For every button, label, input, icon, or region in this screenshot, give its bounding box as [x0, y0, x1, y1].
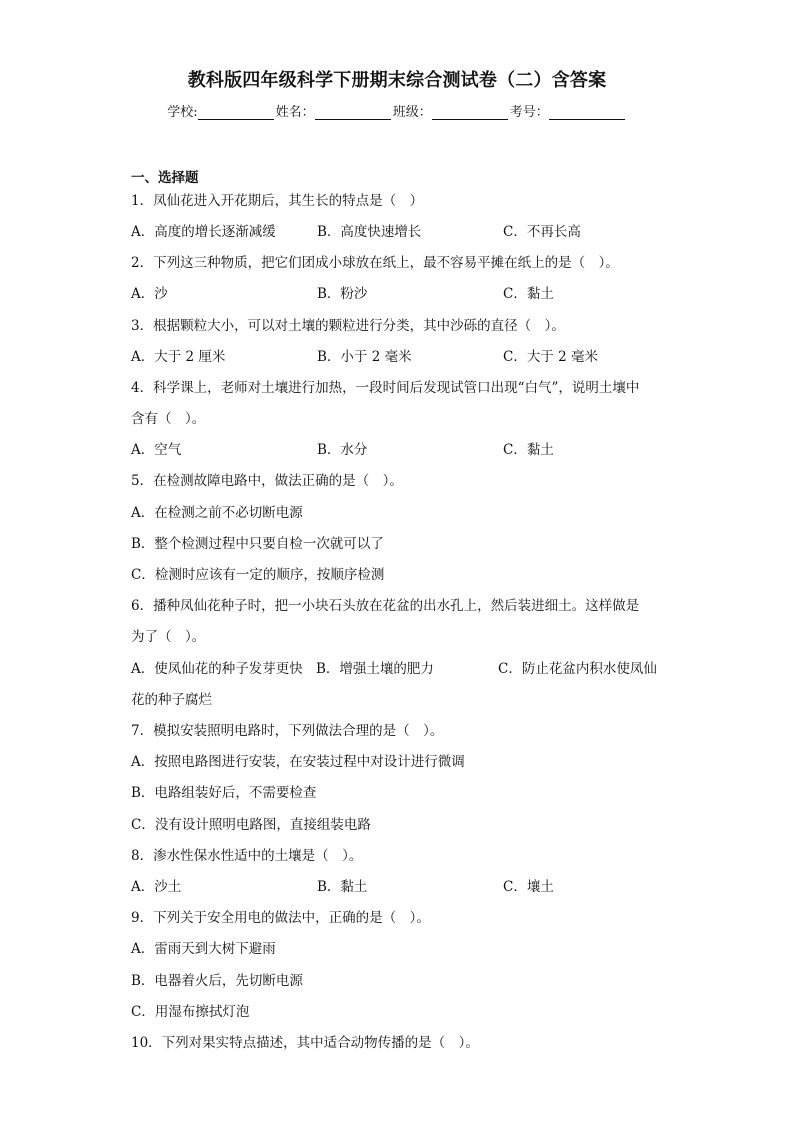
options-row — [131, 441, 691, 459]
option-c: C．黏土 — [503, 442, 554, 458]
student-info-row — [0, 101, 794, 120]
question-stem: 7．模拟安装照明电路时，下列做法合理的是（ ）。 — [131, 723, 444, 739]
option-c: C．检测时应该有一定的顺序，按顺序检测 — [131, 567, 385, 583]
option-b: B．粉沙 — [317, 286, 368, 302]
option-c: C．不再长高 — [503, 224, 581, 240]
question-stem: 8．渗水性保水性适中的土壤是（ ）。 — [131, 848, 363, 864]
option-c: C．大于 2 毫米 — [503, 349, 599, 365]
option-a: A．在检测之前不必切断电源 — [131, 505, 303, 521]
name-label: 姓名： — [275, 105, 315, 120]
options-row — [131, 878, 691, 896]
option-b: B．电路组装好后，不需要检查 — [131, 785, 317, 801]
option-a: A．沙 — [131, 286, 168, 302]
question-stem-continued: 为了（ ）。 — [131, 629, 206, 645]
options-row — [131, 223, 691, 241]
options-row — [131, 348, 691, 366]
option-b: B．电器着火后，先切断电源 — [131, 973, 303, 989]
option-a: A．使凤仙花的种子发芽更快 — [131, 661, 303, 677]
option-c: C．用湿布擦拭灯泡 — [131, 1004, 250, 1020]
question-stem: 4．科学课上，老师对土壤进行加热，一段时间后发现试管口出现“白气”，说明土壤中 — [131, 380, 640, 396]
school-blank[interactable] — [198, 105, 274, 120]
page-title: 教科版四年级科学下册期末综合测试卷（二）含答案 — [187, 70, 607, 91]
question-stem: 3．根据颗粒大小，可以对土壤的颗粒进行分类，其中沙砾的直径（ ）。 — [131, 318, 565, 334]
option-b: B．水分 — [317, 442, 368, 458]
option-c: C．防止花盆内积水使凤仙 — [498, 661, 657, 677]
question-stem: 9．下列关于安全用电的做法中，正确的是（ ）。 — [131, 910, 430, 926]
option-c: C．壤土 — [503, 879, 554, 895]
option-c: C．没有设计照明电路图，直接组装电路 — [131, 817, 371, 833]
option-a: A．空气 — [131, 442, 182, 458]
option-b: B．整个检测过程中只要自检一次就可以了 — [131, 536, 384, 552]
option-a: A．按照电路图进行安装，在安装过程中对设计进行微调 — [131, 754, 465, 770]
option-b: B．高度快速增长 — [317, 224, 422, 240]
option-a: A．高度的增长逐渐减缓 — [131, 224, 276, 240]
options-row — [131, 285, 691, 303]
question-stem: 10．下列对果实特点描述，其中适合动物传播的是（ ）。 — [131, 1035, 479, 1051]
option-b: B．黏土 — [317, 879, 368, 895]
question-stem: 6．播种凤仙花种子时，把一小块石头放在花盆的出水孔上，然后装进细土。这样做是 — [131, 598, 640, 614]
options-row — [131, 660, 671, 678]
option-c: C．黏土 — [503, 286, 554, 302]
option-a: A．雷雨天到大树下避雨 — [131, 941, 276, 957]
question-stem: 5．在检测故障电路中，做法正确的是（ ）。 — [131, 473, 403, 489]
number-blank[interactable] — [549, 105, 625, 120]
option-c-continued: 花的种子腐烂 — [131, 692, 212, 708]
number-label: 考号： — [509, 105, 549, 120]
name-blank[interactable] — [315, 105, 391, 120]
class-blank[interactable] — [432, 105, 508, 120]
class-label: 班级： — [392, 105, 432, 120]
option-a: A．沙土 — [131, 879, 182, 895]
school-label: 学校: — [167, 105, 198, 120]
question-stem: 1．凤仙花进入开花期后，其生长的特点是（ ） — [131, 193, 424, 209]
option-b: B．增强土壤的肥力 — [316, 661, 434, 677]
option-a: A．大于 2 厘米 — [131, 349, 226, 365]
question-stem: 2．下列这三种物质，把它们团成小球放在纸上，最不容易平摊在纸上的是（ ）。 — [131, 255, 619, 271]
option-b: B．小于 2 毫米 — [317, 349, 412, 365]
section-title: 一、选择题 — [131, 170, 199, 186]
question-stem-continued: 含有（ ）。 — [131, 411, 206, 427]
